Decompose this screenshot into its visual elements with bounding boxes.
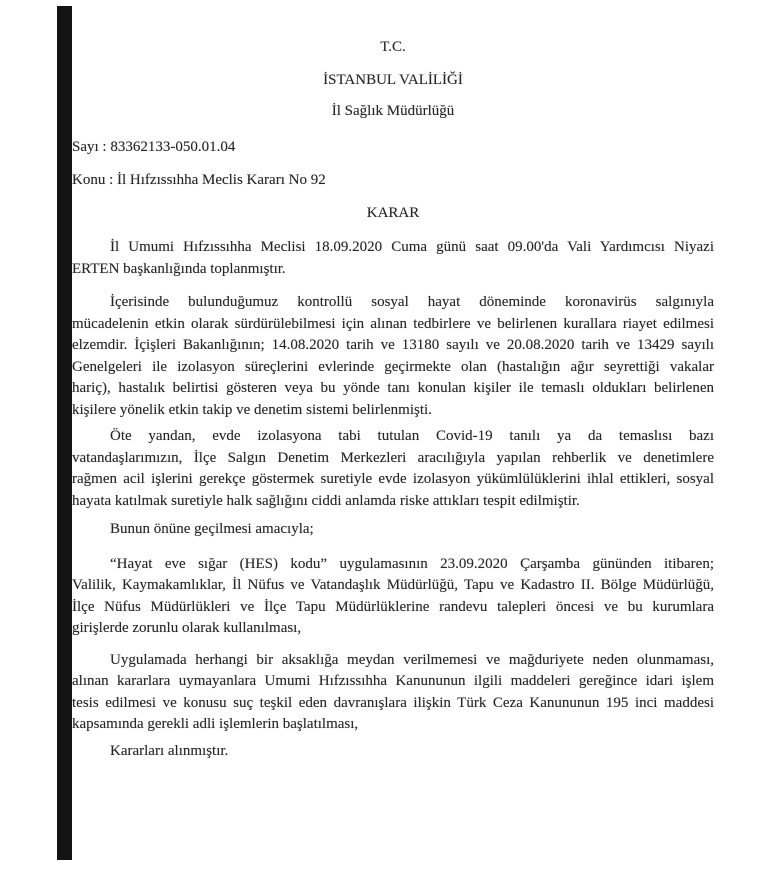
paragraph-hes-code-requirement: [72, 554, 714, 640]
konu-reference-line: Konu : İl Hıfzıssıhha Meclis Kararı No 92: [72, 172, 326, 188]
text-line: vatandaşlarımızın, İlçe Salgın Denetim Merkezleri aracılığıyla yapılan rehberlik ve denetimlere: [72, 449, 714, 466]
text-line: İl Umumi Hıfzıssıhha Meclisi 18.09.2020 Cuma günü saat 09.00'da Vali Yardımcısı Niyazi: [110, 239, 714, 255]
text-line: alınan kararlara uymayanlara Umumi Hıfzıssıhha Kanununun ilgili maddeleri gereğince idari işlem: [72, 673, 714, 689]
text-line: kapsamında gerekli adli işlemlerin başlatılması,: [72, 716, 359, 732]
text-line: elzemdir. İçişleri Bakanlığının; 14.08.2020 tarih ve 13180 sayılı ve 20.08.2020 tarih ve 13429 sayılı: [72, 337, 714, 353]
text-line: Öte yandan, evde izolasyona tabi tutulan Covid-19 tanılı ya da temaslısı bazı: [110, 428, 714, 444]
text-line: ERTEN başkanlığında toplanmıştır.: [72, 260, 286, 277]
text-line: hariç), hastalık belirtisi gösteren veya bu yönde tanı konulan kişiler ile temaslı oldukları belirlenen: [72, 380, 714, 396]
paragraph-decisions-taken: [72, 741, 714, 763]
scan-left-edge-bar: [57, 6, 72, 860]
text-line: kişilere yönelik etkin takip ve denetim sistemi belirlenmişti.: [72, 401, 432, 418]
paragraph-purpose-line: [72, 519, 714, 541]
republic-heading: T.C.: [380, 39, 406, 55]
text-line: Bunun önüne geçilmesi amacıyla;: [110, 521, 314, 537]
paragraph-enforcement-sanctions: [72, 650, 714, 736]
text-line: hayata katılmak suretiyle halk sağlığını ciddi anlamda riske attıkları tespit edilmiştir.: [72, 492, 580, 509]
text-line: Uygulamada herhangi bir aksaklığa meydan verilmemesi ve mağduriyete neden olunmaması,: [110, 651, 714, 668]
paragraph-background-measures: [72, 292, 714, 421]
sayi-reference-line: Sayı : 83362133-050.01.04: [72, 138, 236, 155]
text-line: Valilik, Kaymakamlıklar, İl Nüfus ve Vatandaşlık Müdürlüğü, Tapu ve Kadastro II. Bölge Müdürlüğü,: [72, 577, 714, 593]
directorate-heading: İl Sağlık Müdürlüğü: [331, 103, 455, 119]
text-line: rağmen acil işlerini gerekçe göstermek suretiyle evde izolasyon yükümlülüklerini ihlal ettikleri, sosyal: [72, 471, 714, 487]
text-line: mücadelenin etkin olarak sürdürülebilmesi için alınan tedbirlere ve belirlenen kurallara riayet edilmesi: [72, 315, 714, 332]
text-line: girişlerde zorunlu olarak kullanılması,: [72, 620, 302, 636]
document-content: [72, 0, 714, 875]
text-line: Kararları alınmıştır.: [110, 742, 229, 759]
text-line: Genelgeleri ile izolasyon süreçlerini evlerinde geçirmekte olan (hastalığın ağır seyrettiği vakalar: [72, 358, 714, 375]
text-line: tesis edilmesi ve konusu suç teşkil eden davranışlara ilişkin Türk Ceza Kanununun 195 inci maddesi: [72, 694, 714, 711]
paragraph-isolation-violations: [72, 426, 714, 512]
text-line: İçerisinde bulunduğumuz kontrollü sosyal hayat döneminde koronavirüs salgınıyla: [110, 294, 714, 310]
governorship-heading: İSTANBUL VALİLİĞİ: [323, 71, 463, 88]
text-line: İlçe Nüfus Müdürlükleri ve İlçe Tapu Müdürlüklerine randevu talepleri öncesi ve bu kurumlara: [72, 598, 714, 615]
text-line: “Hayat eve sığar (HES) kodu” uygulamasının 23.09.2020 Çarşamba gününden itibaren;: [110, 555, 714, 572]
paragraph-meeting-opening: [72, 237, 714, 280]
decision-title: KARAR: [366, 204, 420, 221]
